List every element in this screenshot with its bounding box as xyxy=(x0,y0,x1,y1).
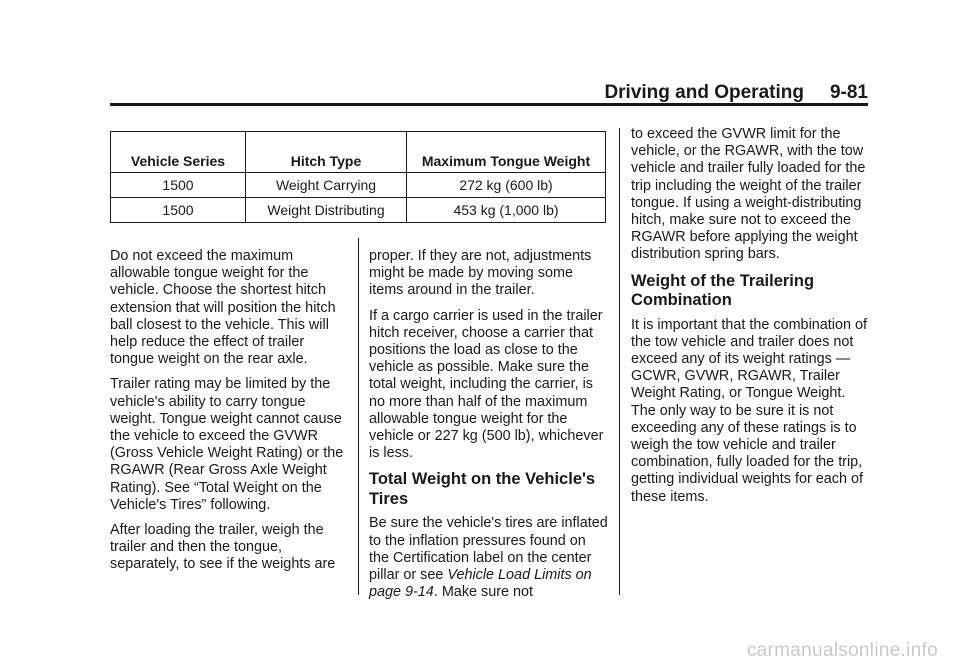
cross-reference-link[interactable]: Vehicle Load Limits on page 9-14 xyxy=(369,567,592,601)
watermark: carmanualsonline.info xyxy=(746,640,938,661)
table-header-hitch-type: Hitch Type xyxy=(246,132,407,173)
paragraph: to exceed the GVWR limit for the vehicle, or the RGAWR, with the tow vehicle and trailer fully loaded for the trip including the weight of the trailer tongue. If using a weight-distributing hitch, make sure not to exceed the RGAWR before applying the weight distribution spring bars. xyxy=(631,126,866,263)
paragraph-text: Be sure the vehicle's tires are inflated to the inflation pressures found on the Certification label on the center pillar or see xyxy=(369,515,608,584)
table-row xyxy=(111,198,606,223)
table-cell: 1500 xyxy=(111,198,246,223)
paragraph xyxy=(369,515,609,601)
text-column-2 xyxy=(369,248,609,609)
page-number: 9-81 xyxy=(829,82,868,103)
paragraph: After loading the trailer, weigh the trailer and then the tongue, separately, to see if the weights are xyxy=(110,522,336,573)
table-cell: Weight Distributing xyxy=(246,198,407,223)
text-column-1 xyxy=(110,248,350,582)
paragraph: Trailer rating may be limited by the vehicle's ability to carry tongue weight. Tongue weight cannot cause the vehicle to exceed the GVWR (Gross Vehicle Weight Rating) or the RGAWR (Rear Gross Axle Weight Rating). See “Total Weight on the Vehicle's Tires” following. xyxy=(110,376,344,513)
paragraph: proper. If they are not, adjustments might be made by moving some items around in the trailer. xyxy=(369,248,592,299)
table-cell: 1500 xyxy=(111,173,246,198)
section-heading: Weight of the Trailering Combination xyxy=(631,271,815,310)
page-header xyxy=(110,82,868,104)
table-header-max-tongue-weight: Maximum Tongue Weight xyxy=(407,132,606,173)
table-header-row xyxy=(111,132,606,173)
paragraph-text: . Make sure not xyxy=(433,584,534,601)
table-cell: Weight Carrying xyxy=(246,173,407,198)
text-column-3 xyxy=(631,126,871,514)
paragraph: If a cargo carrier is used in the trailer hitch receiver, choose a carrier that positions the load as close to the vehicle as possible. Make sure the total weight, including the carrier, is no more than half of the maximum allowable tongue weight for the vehicle or 227 kg (500 lb), whichever is less. xyxy=(369,307,604,462)
table-header-vehicle-series: Vehicle Series xyxy=(111,132,246,173)
header-text xyxy=(604,82,868,104)
header-rule xyxy=(110,103,868,106)
table-row xyxy=(111,173,606,198)
paragraph: Do not exceed the maximum allowable tongue weight for the vehicle. Choose the shortest hitch extension that will position the hitch ball closest to the vehicle. This will help reduce the effect of trailer tongue weight on the rear axle. xyxy=(110,248,336,368)
column-divider xyxy=(619,128,620,595)
paragraph: It is important that the combination of the tow vehicle and trailer does not exceed any of its weight ratings — GCWR, GVWR, RGAWR, Trailer Weight Rating, or Tongue Weight. The only way to be sure it is not exceeding any of these ratings is to weigh the tow vehicle and trailer combination, fully loaded for the trip, getting individual weights for each of these items. xyxy=(631,316,867,505)
section-heading: Total Weight on the Vehicle's Tires xyxy=(369,470,596,508)
table-cell: 272 kg (600 lb) xyxy=(407,173,606,198)
table-cell: 453 kg (1,000 lb) xyxy=(407,198,606,223)
column-divider xyxy=(358,238,359,595)
section-title: Driving and Operating xyxy=(604,82,804,103)
tongue-weight-table xyxy=(110,131,606,223)
